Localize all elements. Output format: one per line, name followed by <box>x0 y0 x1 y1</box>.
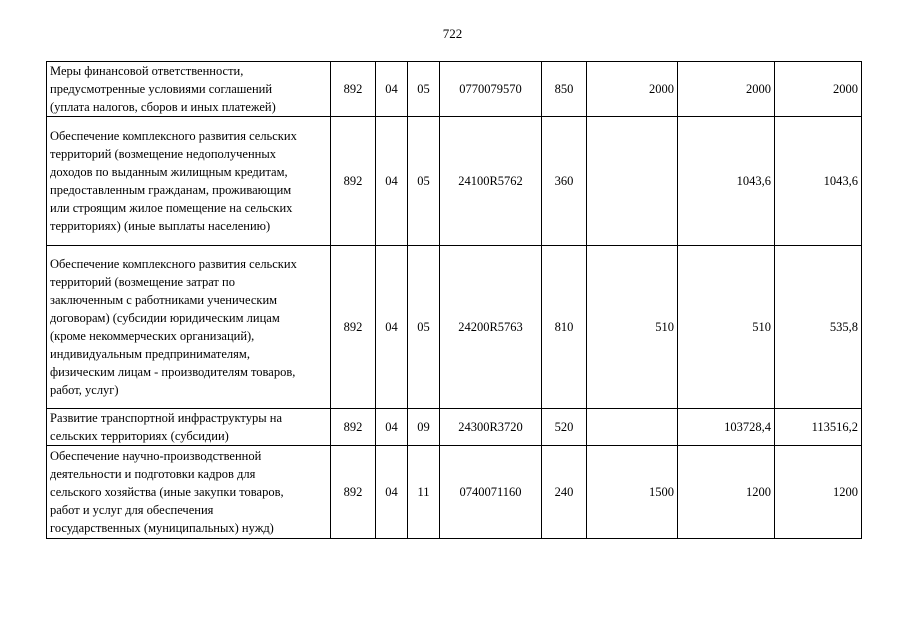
table-row <box>47 62 862 117</box>
row-description: Развитие транспортной инфраструктуры на сельских территориях (субсидии) <box>47 409 331 446</box>
amount-year-3: 2000 <box>775 62 862 117</box>
amount-year-2: 1043,6 <box>678 117 775 246</box>
ministry-code: 892 <box>331 117 376 246</box>
target-article-code: 24100R5762 <box>440 117 542 246</box>
amount-year-2: 103728,4 <box>678 409 775 446</box>
expense-type-code: 850 <box>542 62 587 117</box>
section-code: 04 <box>376 117 408 246</box>
expense-type-code: 240 <box>542 446 587 539</box>
amount-year-1: 2000 <box>587 62 678 117</box>
expense-type-code: 520 <box>542 409 587 446</box>
row-description: Обеспечение научно-производственной деятельности и подготовки кадров для сельского хозяйства (иные закупки товаров, работ и услуг для обеспечения государственных (муниципальных) нужд) <box>47 446 331 539</box>
table-row <box>47 117 862 246</box>
section-code: 04 <box>376 62 408 117</box>
target-article-code: 0770079570 <box>440 62 542 117</box>
ministry-code: 892 <box>331 62 376 117</box>
amount-year-1 <box>587 409 678 446</box>
row-description: Меры финансовой ответственности, предусмотренные условиями соглашений (уплата налогов, сборов и иных платежей) <box>47 62 331 117</box>
subsection-code: 05 <box>408 62 440 117</box>
subsection-code: 05 <box>408 117 440 246</box>
expense-type-code: 360 <box>542 117 587 246</box>
subsection-code: 09 <box>408 409 440 446</box>
target-article-code: 24300R3720 <box>440 409 542 446</box>
amount-year-1: 1500 <box>587 446 678 539</box>
section-code: 04 <box>376 446 408 539</box>
ministry-code: 892 <box>331 246 376 409</box>
amount-year-3: 1200 <box>775 446 862 539</box>
subsection-code: 11 <box>408 446 440 539</box>
amount-year-3: 535,8 <box>775 246 862 409</box>
amount-year-1 <box>587 117 678 246</box>
amount-year-2: 510 <box>678 246 775 409</box>
amount-year-3: 113516,2 <box>775 409 862 446</box>
table-row <box>47 446 862 539</box>
section-code: 04 <box>376 409 408 446</box>
table-row <box>47 409 862 446</box>
page-number: 722 <box>442 26 463 41</box>
amount-year-2: 1200 <box>678 446 775 539</box>
amount-year-1: 510 <box>587 246 678 409</box>
target-article-code: 24200R5763 <box>440 246 542 409</box>
table-row <box>47 246 862 409</box>
expense-type-code: 810 <box>542 246 587 409</box>
ministry-code: 892 <box>331 409 376 446</box>
subsection-code: 05 <box>408 246 440 409</box>
row-description: Обеспечение комплексного развития сельских территорий (возмещение недополученных доходов по выданным жилищным кредитам, предоставленным гражданам, проживающим или строящим жилое помещение на сельских территориях) (иные выплаты населению) <box>47 117 331 246</box>
target-article-code: 0740071160 <box>440 446 542 539</box>
section-code: 04 <box>376 246 408 409</box>
amount-year-3: 1043,6 <box>775 117 862 246</box>
row-description: Обеспечение комплексного развития сельских территорий (возмещение затрат по заключенным с работниками ученическим договорам) (субсидии юридическим лицам (кроме некоммерческих организаций), индивидуальным предпринимателям, физическим лицам - производителям товаров, работ, услуг) <box>47 246 331 409</box>
budget-table <box>46 61 862 539</box>
ministry-code: 892 <box>331 446 376 539</box>
amount-year-2: 2000 <box>678 62 775 117</box>
